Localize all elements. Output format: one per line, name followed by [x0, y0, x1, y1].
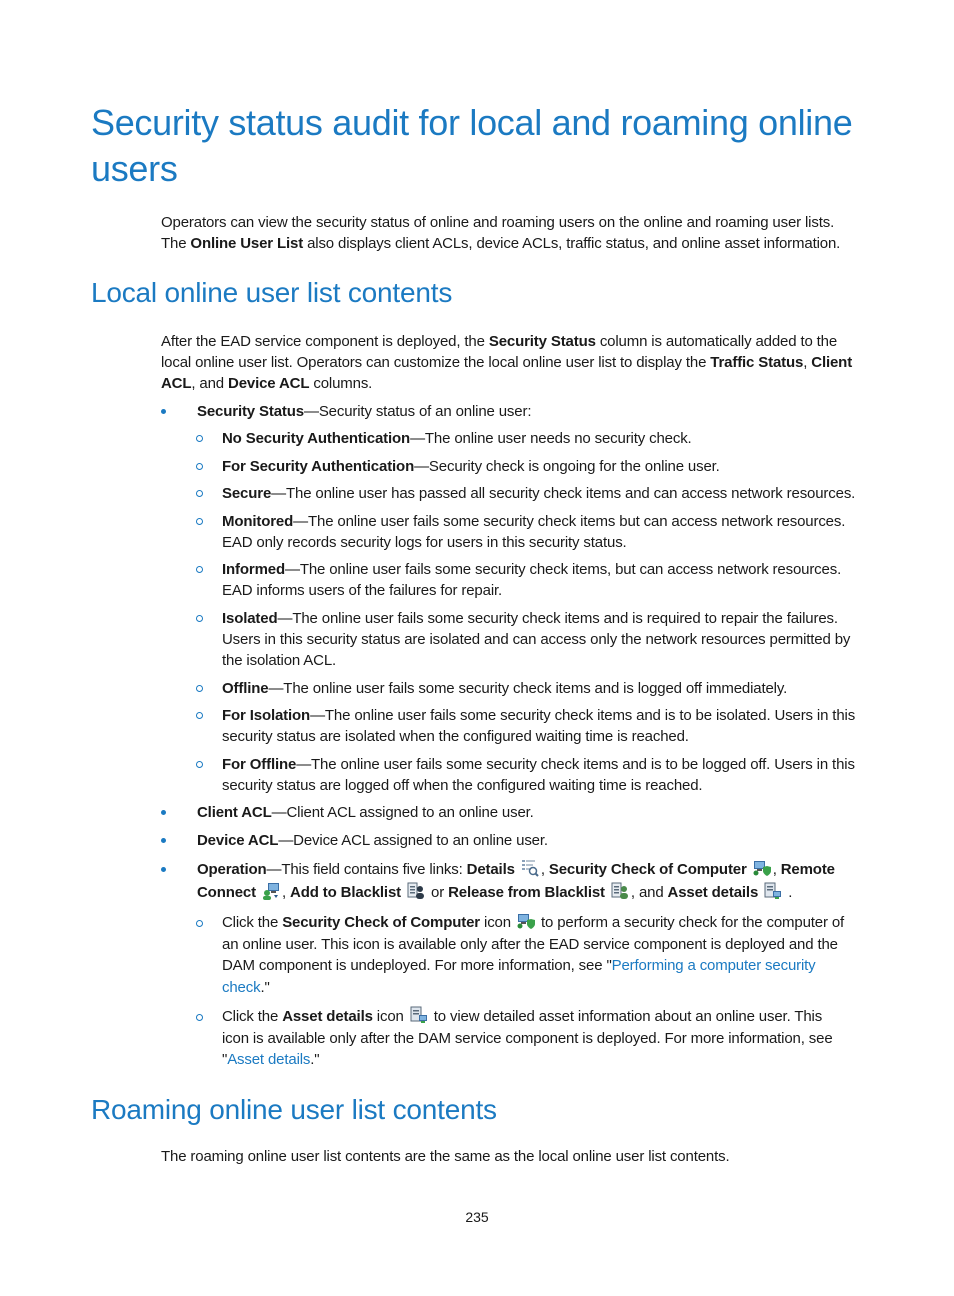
local-intro-paragraph	[161, 331, 867, 394]
bullet-dot	[161, 867, 166, 872]
sub-desc: —The online user needs no security check.	[410, 430, 692, 447]
text: local online user list. Operators can customize the local online user list to display the	[161, 354, 711, 371]
blacklist-icon	[407, 882, 425, 900]
text: ."	[260, 978, 270, 996]
asset-details-icon	[764, 882, 782, 900]
sub-desc: —The online user fails some security check items, but can access network resources.	[284, 561, 842, 578]
sub-bullet-circle	[196, 435, 203, 442]
separator: ,	[772, 861, 781, 878]
local-section-heading: Local online user list contents	[91, 277, 453, 308]
sub-term: Monitored	[222, 513, 294, 530]
sub-desc: —The online user fails some security check items and is to be isolated. Users in this	[310, 707, 856, 724]
intro-line-1: Operators can view the security status of online and roaming users on the online and roaming user lists.	[161, 214, 835, 231]
sub-desc: —The online user fails some security check items and is logged off immediately.	[268, 680, 788, 697]
remote-term: Remote	[780, 861, 835, 878]
security-check-icon	[753, 859, 771, 877]
text: , and	[191, 375, 229, 392]
sub-desc: —Security check is ongoing for the online user.	[414, 458, 720, 475]
text: to view detailed asset information about an online user. This	[429, 1008, 823, 1025]
text: icon is available only after the DAM service component is deployed. For more information, see	[222, 1029, 833, 1047]
text: ."	[310, 1051, 320, 1068]
sub-bullet-circle	[196, 712, 203, 719]
sub-desc: security status are logged off when the configured waiting time is reached.	[222, 777, 703, 794]
bullet-desc: —Client ACL assigned to an online user.	[271, 804, 534, 821]
details-term: Details	[466, 861, 515, 878]
sub-bullet-circle	[196, 1014, 203, 1021]
bullet-desc: —Device ACL assigned to an online user.	[278, 832, 548, 849]
bullet-desc: —This field contains five links:	[266, 861, 467, 878]
text: to perform a security check for the computer of	[536, 914, 845, 931]
text: an online user. This icon is available only after the EAD service component is deployed and the	[222, 935, 838, 953]
security-check-icon	[517, 912, 535, 930]
text: icon	[372, 1008, 408, 1025]
sub-desc: —The online user has passed all security check items and can access network resources.	[271, 485, 856, 502]
bullet-term: Device ACL	[197, 832, 279, 849]
remote-connect-icon	[262, 882, 280, 900]
sub-term: Offline	[222, 680, 269, 697]
performing-security-check-link-cont[interactable]: check	[222, 978, 261, 996]
add-to-blacklist-term: Add to Blacklist	[290, 884, 401, 901]
asset-details-link[interactable]: Asset details	[227, 1051, 311, 1068]
text: After the EAD service component is deployed, the	[161, 333, 489, 350]
security-status-term: Security Status	[488, 333, 596, 350]
text: "	[222, 1051, 228, 1068]
client-term: Client	[811, 354, 853, 371]
sub-term: No Security Authentication	[222, 430, 411, 447]
sub-desc: the isolation ACL.	[222, 652, 337, 669]
roaming-section-heading: Roaming online user list contents	[91, 1094, 497, 1125]
sub-bullet-circle	[196, 615, 203, 622]
bullet-term: Operation	[197, 861, 267, 878]
bullet-term: Security Status	[197, 403, 304, 420]
sub-desc: —The online user fails some security check items and is required to repair the failures.	[277, 610, 838, 627]
sub-term: Secure	[222, 485, 272, 502]
separator: .	[784, 884, 793, 901]
sub-bullet-circle	[196, 490, 203, 497]
release-blacklist-icon	[611, 882, 629, 900]
separator: , and	[630, 884, 668, 901]
bullet-term: Client ACL	[197, 804, 272, 821]
sub-bullet-circle	[196, 685, 203, 692]
text: ,	[803, 354, 812, 371]
intro-paragraph	[161, 212, 867, 254]
details-icon	[521, 859, 539, 877]
separator: or	[427, 884, 449, 901]
separator: ,	[540, 861, 549, 878]
intro-text: The	[161, 235, 191, 252]
acl-term: ACL	[161, 375, 192, 392]
device-acl-term: Device ACL	[228, 375, 310, 392]
connect-term: Connect	[197, 884, 256, 901]
sub-term: Isolated	[222, 610, 278, 627]
sub-desc: Users in this security status are isolated and can access only the network resources permitted by	[222, 631, 851, 648]
sub-term: For Isolation	[222, 707, 311, 724]
online-user-list-term: Online User List	[190, 235, 304, 252]
sub-bullet-circle	[196, 761, 203, 768]
sub-desc: —The online user fails some security check items but can access network resources.	[293, 513, 846, 530]
text: columns.	[309, 375, 373, 392]
sub-desc: EAD informs users of the failures for repair.	[222, 582, 503, 599]
sub-term: For Security Authentication	[222, 458, 415, 475]
performing-security-check-link[interactable]: Performing a computer security	[611, 957, 816, 974]
separator: ,	[281, 884, 291, 901]
sub-bullet-circle	[196, 518, 203, 525]
intro-text: also displays client ACLs, device ACLs, traffic status, and online asset information.	[303, 235, 841, 252]
bullet-dot	[161, 409, 166, 414]
text: column is automatically added to the	[595, 333, 838, 350]
asset-details-term: Asset details	[667, 884, 759, 901]
sub-desc: security status are isolated when the configured waiting time is reached.	[222, 728, 689, 745]
bullet-dot	[161, 810, 166, 815]
text: icon	[480, 914, 515, 931]
sub-bullet-circle	[196, 566, 203, 573]
page-number: 235	[465, 1209, 489, 1225]
sub-term: Informed	[222, 561, 285, 578]
roaming-paragraph: The roaming online user list contents are the same as the local online user list contents.	[161, 1148, 730, 1165]
bullet-desc: —Security status of an online user:	[303, 403, 532, 420]
sub-desc: EAD only records security logs for users in this security status.	[222, 534, 627, 551]
text: Click the	[222, 1008, 283, 1025]
text: Click the	[222, 914, 283, 931]
page-title: Security status audit for local and roaming online users	[91, 102, 853, 189]
security-check-term: Security Check of Computer	[548, 861, 747, 878]
asset-details-icon	[410, 1006, 428, 1024]
bullet-dot	[161, 838, 166, 843]
text: DAM component is undeployed. For more information, see "	[222, 957, 612, 974]
sub-bullet-circle	[196, 920, 203, 927]
release-from-blacklist-term: Release from Blacklist	[448, 884, 605, 901]
sub-desc: —The online user fails some security check items and is to be logged off. Users in this	[296, 756, 855, 773]
sub-term: For Offline	[222, 756, 297, 773]
traffic-status-term: Traffic Status	[710, 354, 804, 371]
security-check-term: Security Check of Computer	[282, 914, 480, 931]
asset-details-term: Asset details	[282, 1008, 373, 1025]
sub-bullet-circle	[196, 463, 203, 470]
